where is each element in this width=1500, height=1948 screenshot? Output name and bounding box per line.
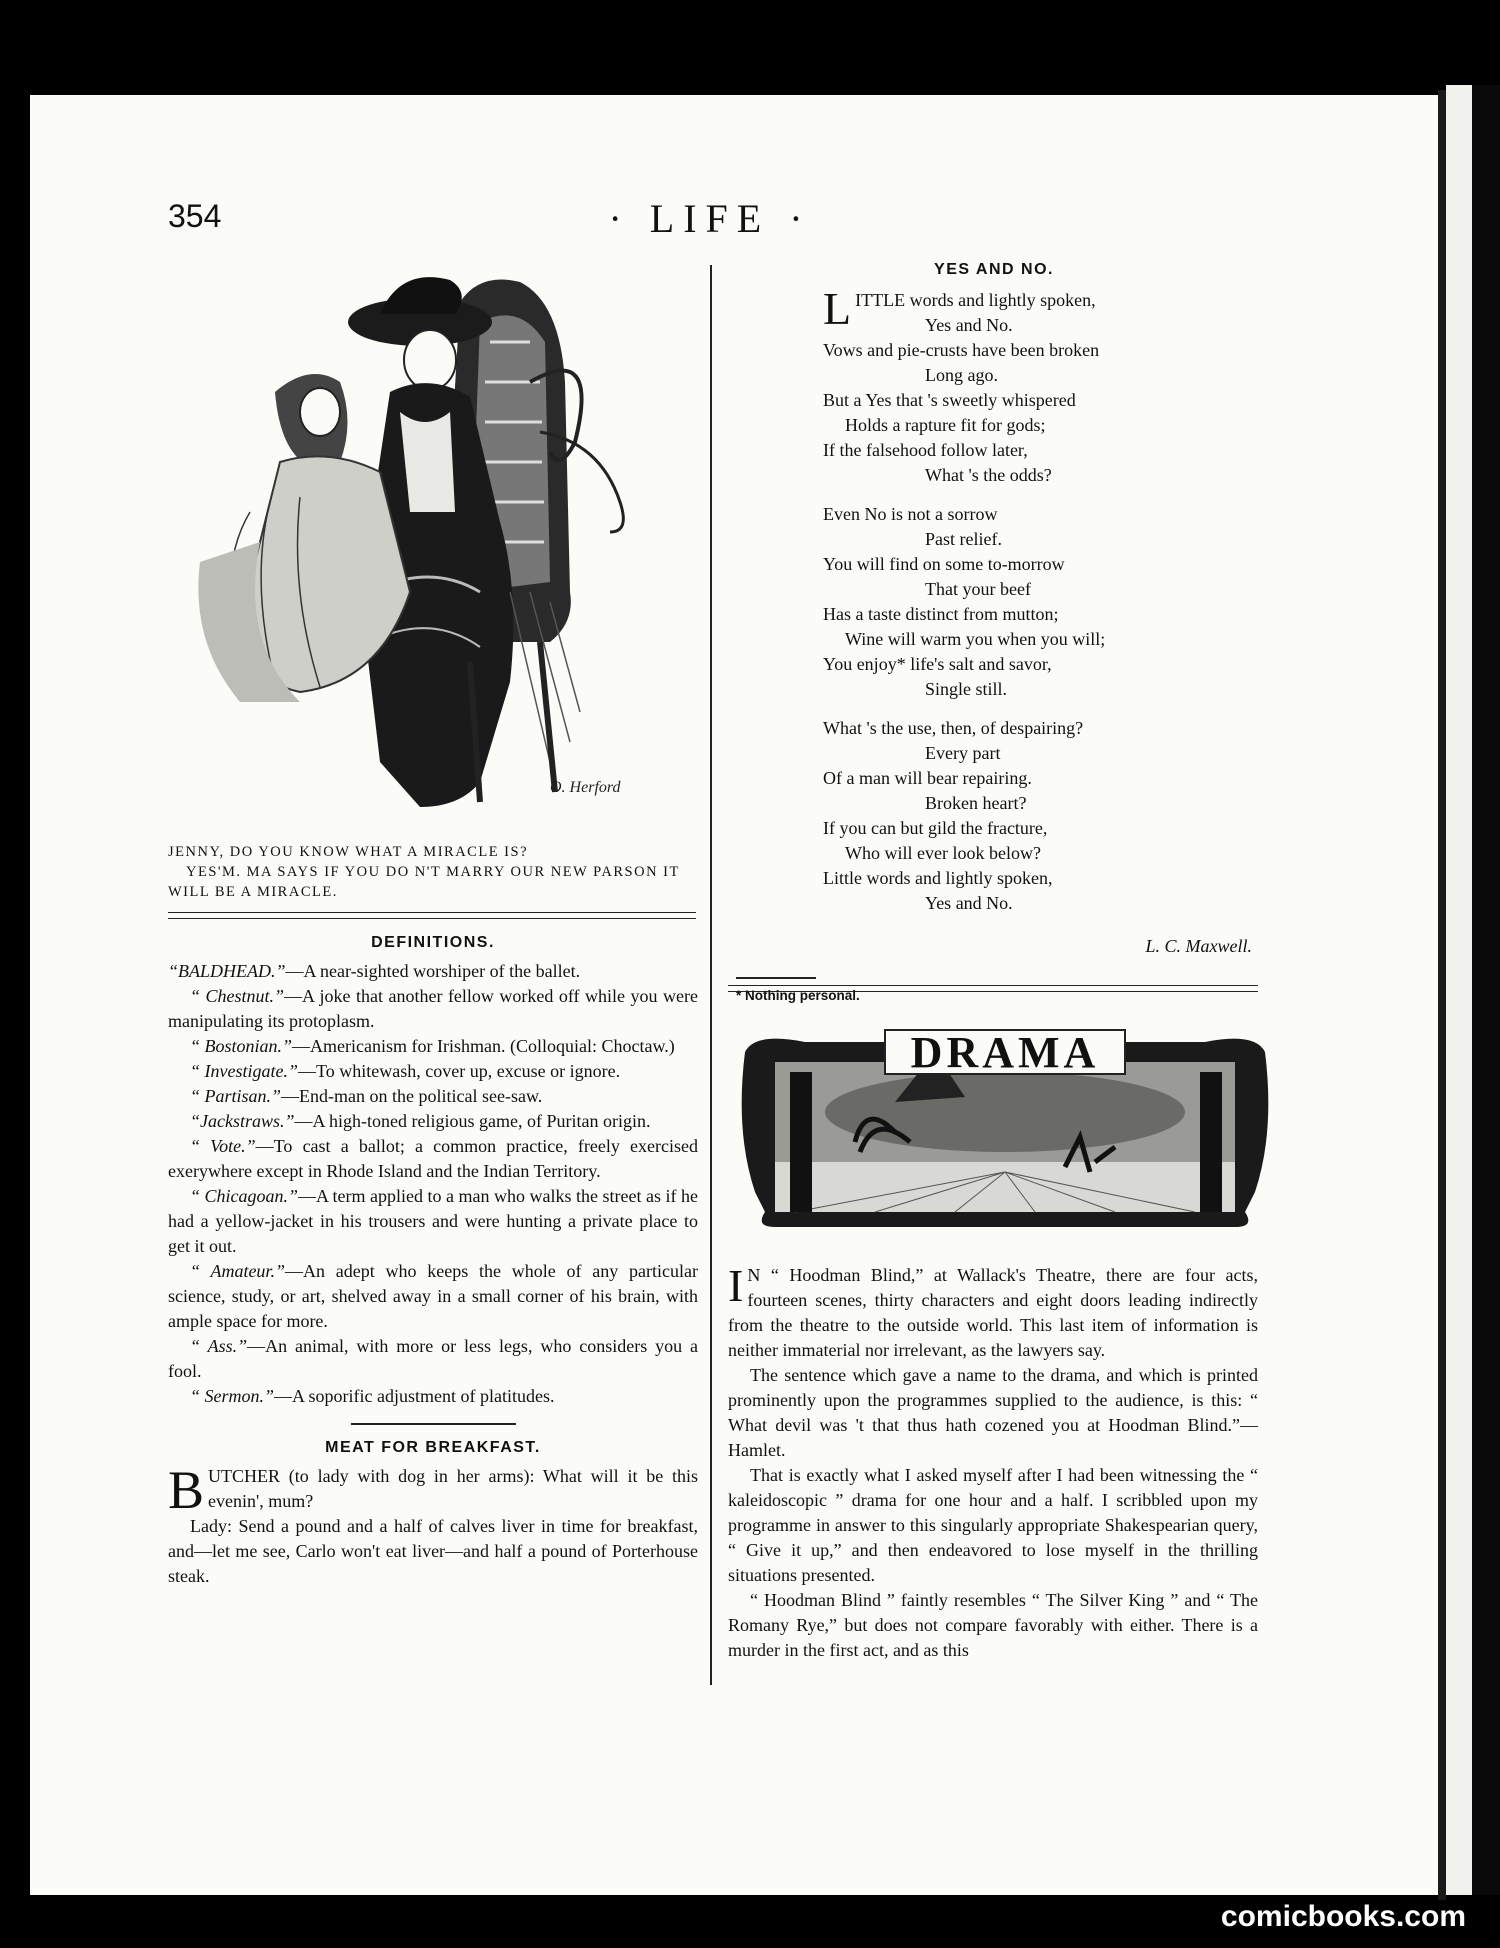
watermark: comicbooks.com [1220, 1900, 1466, 1933]
poem-line: If the falsehood follow later, [823, 440, 1028, 460]
meat-paragraph-1: BUTCHER (to lady with dog in her arms): What will it be this evenin', mum? [168, 1459, 698, 1520]
poem-line: You will find on some to-morrow [823, 554, 1065, 574]
poem-line: You enjoy* life's salt and savor, [823, 654, 1052, 674]
definition-item: “ Investigate.”—To whitewash, cover up, excuse or ignore. [190, 1061, 621, 1081]
drama-paragraph-4: “ Hoodman Blind ” faintly resembles “ The Silver King ” and “ The Romany Rye,” but does not compare favorably with either. There is a murder in the first act, and as this [728, 1590, 1258, 1660]
poem-line: Yes and No. [925, 315, 1013, 335]
definition-item: “ Chicagoan.”—A term applied to a man who walks the street as if he had a yellow-jacket in his trousers and were hunting a private place to get it out. [168, 1186, 698, 1256]
poem-line: Who will ever look below? [845, 843, 1041, 863]
book-spine [1438, 90, 1446, 1900]
drama-paragraph-2: The sentence which gave a name to the drama, and which is printed prominently upon the programmes supplied to the audience, is this: “ What devil was 't that thus hath cozened you at Hoodman Blind.”—Hamlet. [728, 1365, 1258, 1460]
poem-line: Little words and lightly spoken, [823, 868, 1053, 888]
poem-line: What 's the use, then, of despairing? [823, 718, 1084, 738]
poem-section [728, 257, 1260, 1008]
section-rule [728, 985, 1258, 992]
poem-line: LITTLE words and lightly spoken, [823, 283, 1096, 334]
poem-line: Vows and pie-crusts have been broken [823, 340, 1100, 360]
caption-line-1: JENNY, DO YOU KNOW WHAT A MIRACLE IS? [168, 844, 529, 860]
drama-paragraph-1: I N “ Hoodman Blind,” at Wallack's Theatre, there are four acts, fourteen scenes, thirty characters and eight doors leading indirectly from the theatre to the outside world. This last item of information is neither immaterial nor irrelevant, as the lawyers say. [728, 1260, 1258, 1360]
poem-line: Broken heart? [925, 793, 1027, 813]
footnote-rule [736, 977, 816, 979]
poem-line: That your beef [925, 579, 1031, 599]
scan-border [1472, 85, 1500, 1895]
definition-item: “ Ass.”—An animal, with more or less legs, who considers you a fool. [168, 1336, 698, 1381]
short-rule [351, 1423, 516, 1425]
definitions-section [168, 930, 698, 1589]
poem-line: Past relief. [925, 529, 1002, 549]
poem-line: Of a man will bear repairing. [823, 768, 1032, 788]
definition-item: “Jackstraws.”—A high-toned religious game, of Puritan origin. [190, 1111, 651, 1131]
definition-item: “ Bostonian.”—Americanism for Irishman. (Colloquial: Choctaw.) [190, 1036, 675, 1056]
poem-line: Holds a rapture fit for gods; [845, 415, 1046, 435]
column-divider [710, 265, 712, 1685]
definition-item: “BALDHEAD.”—A near-sighted worshiper of the ballet. [168, 961, 581, 981]
illustration-lady-and-child [180, 262, 690, 822]
poem-line: But a Yes that 's sweetly whispered [823, 390, 1076, 410]
definition-item: “ Partisan.”—End-man on the political see-saw. [190, 1086, 543, 1106]
meat-title: MEAT FOR BREAKFAST. [325, 1438, 541, 1456]
meat-paragraph-2: Lady: Send a pound and a half of calves liver in time for breakfast, and—let me see, Carlo won't eat liver—and half a pound of Porterhouse steak. [168, 1515, 698, 1586]
poem-footnote: * Nothing personal. [736, 987, 860, 1003]
caption-line-2: YES'M. MA SAYS IF YOU DO N'T MARRY OUR NEW PARSON IT WILL BE A MIRACLE. [168, 864, 680, 900]
cartoon-caption [168, 842, 698, 902]
masthead-title: · LIFE · [608, 196, 812, 241]
poem-author: L. C. Maxwell. [1145, 936, 1252, 956]
definition-item: “ Sermon.”—A soporific adjustment of platitudes. [190, 1386, 555, 1406]
poem-line: What 's the odds? [925, 465, 1052, 485]
drama-section [728, 1260, 1258, 1663]
poem-line: Single still. [925, 679, 1008, 699]
definition-item: “ Amateur.”—An adept who keeps the whole of any particular science, study, or art, shelved away in a small corner of his brain, with ample space for more. [168, 1261, 698, 1331]
poem-line: Long ago. [925, 365, 998, 385]
poem-line: Yes and No. [925, 893, 1013, 913]
artist-signature: O. Herford [550, 779, 621, 796]
poem-line: Has a taste distinct from mutton; [823, 604, 1059, 624]
drama-banner-illustration [735, 1012, 1275, 1252]
poem-line: If you can but gild the fracture, [823, 818, 1048, 838]
definition-item: “ Chestnut.”—A joke that another fellow worked off while you were manipulating its protoplasm. [168, 986, 698, 1031]
poem-line: Wine will warm you when you will; [845, 629, 1106, 649]
page-number: 354 [168, 198, 222, 234]
poem-title: YES AND NO. [934, 261, 1054, 278]
drama-banner-title: DRAMA [910, 1028, 1100, 1077]
poem-line: Every part [925, 743, 1001, 763]
definition-item: “ Vote.”—To cast a ballot; a common practice, freely exercised exerywhere except in Rhode Island and the Indian Territory. [168, 1136, 698, 1181]
drama-paragraph-3: That is exactly what I asked myself after I had been witnessing the “ kaleidoscopic ” drama for one hour and a half. I scribbled upon my programme in answer to this singularly appropriate Shakespearian query, “ Give it up,” and then endeavored to lose myself in the thrilling situations presented. [728, 1465, 1258, 1585]
poem-line: Even No is not a sorrow [823, 504, 998, 524]
definitions-title: DEFINITIONS. [371, 934, 495, 951]
section-rule [168, 912, 696, 919]
